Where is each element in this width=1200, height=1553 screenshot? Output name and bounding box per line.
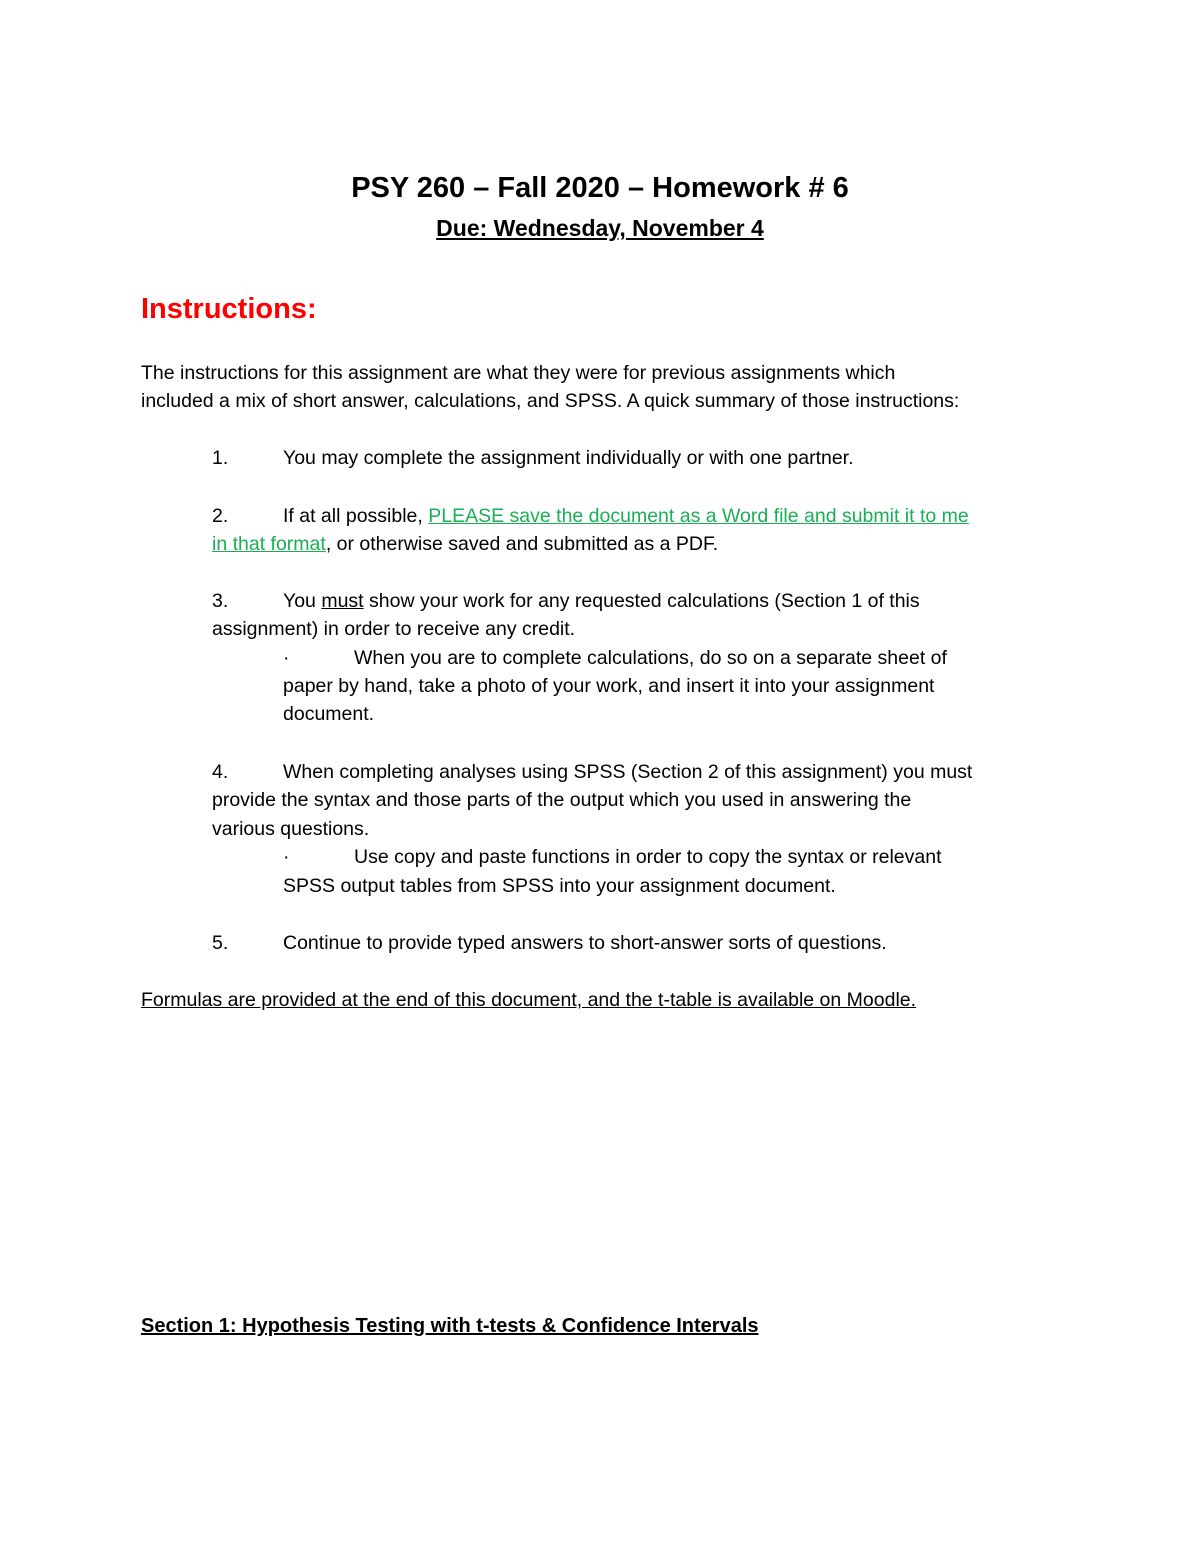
list-item-3-sub-line-3: document. [283,703,375,725]
list-item-number: 1. [212,447,229,469]
word-file-link-part-1[interactable]: PLEASE save the document as a Word file and submit it to me [428,505,969,527]
list-item-4 [212,758,972,787]
list-item-text: You may complete the assignment individually or with one partner. [283,447,854,469]
list-item-4-sub-bullet [283,843,942,872]
list-item-4-sub-line-2: SPSS output tables from SPSS into your assignment document. [283,875,836,897]
intro-line-2: included a mix of short answer, calculations, and SPSS. A quick summary of those instructions: [141,390,960,412]
list-item-3 [212,587,920,616]
list-item-text: You [283,590,322,612]
instructions-heading: Instructions: [141,293,317,325]
list-item-3-line-2: assignment) in order to receive any credit. [212,618,576,640]
list-item-text: If at all possible, [283,505,429,527]
list-item-1 [212,444,854,473]
list-item-3-sub-bullet [283,644,947,673]
list-item-text: Continue to provide typed answers to short-answer sorts of questions. [283,932,887,954]
list-item-text: When completing analyses using SPSS (Section 2 of this assignment) you must [283,761,973,783]
list-item-2-line-2 [212,530,718,559]
list-item-2 [212,502,969,531]
list-item-4-line-3: various questions. [212,818,370,840]
section-1-heading: Section 1: Hypothesis Testing with t-tests & Confidence Intervals [141,1315,759,1337]
due-date-text: Due: Wednesday, November 4 [436,215,764,241]
sub-bullet-text: Use copy and paste functions in order to copy the syntax or relevant [354,846,942,868]
list-item-number: 4. [212,761,229,783]
must-emphasis: must [321,590,364,612]
intro-line-1: The instructions for this assignment are what they were for previous assignments which [141,362,896,384]
list-item-number: 2. [212,505,229,527]
due-date [0,212,1200,244]
list-item-text: show your work for any requested calculations (Section 1 of this [363,590,920,612]
list-item-number: 3. [212,590,229,612]
bullet-icon: · [283,846,290,868]
list-item-number: 5. [212,932,229,954]
bullet-icon: · [283,647,290,669]
page-title: PSY 260 – Fall 2020 – Homework # 6 [351,172,849,204]
list-item-3-sub-line-2: paper by hand, take a photo of your work, and insert it into your assignment [283,675,935,697]
list-item-4-line-2: provide the syntax and those parts of the output which you used in answering the [212,789,912,811]
word-file-link-part-2[interactable]: in that format [212,533,326,555]
list-item-text: , or otherwise saved and submitted as a PDF. [325,533,719,555]
list-item-5 [212,929,887,958]
sub-bullet-text: When you are to complete calculations, do so on a separate sheet of [354,647,947,669]
formulas-note: Formulas are provided at the end of this document, and the t-table is available on Moodle. [141,989,917,1011]
